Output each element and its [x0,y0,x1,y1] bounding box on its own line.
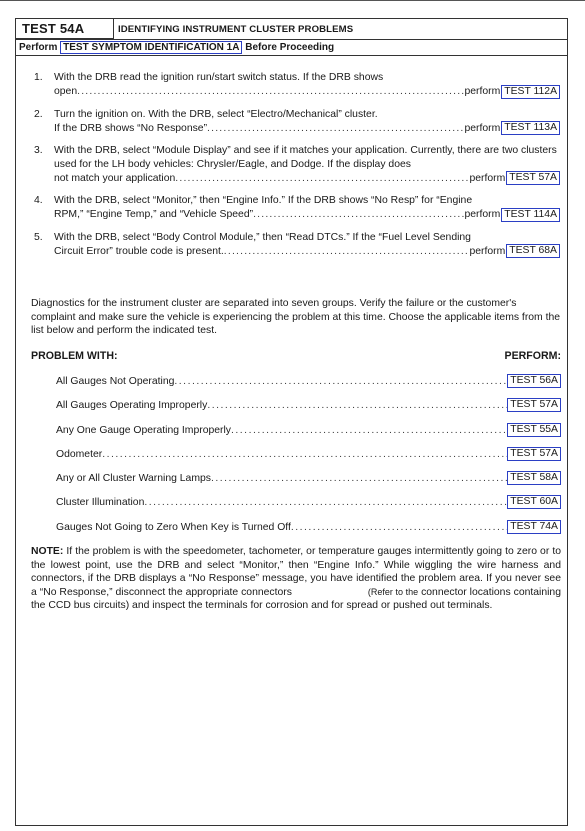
leader-dots [291,521,507,534]
test-page-frame [15,18,568,826]
problem-row [31,399,561,412]
step-number: 1. [34,72,43,83]
leader-dots [77,85,464,99]
problem-row [31,448,561,461]
leader-dots [102,448,507,461]
perform-prefix: Perform [19,42,58,53]
intro-paragraph: Diagnostics for the instrument cluster are separated into seven groups. Verify the failure or the customer's complaint and make sure the vehicle is experiencing the problem at this time. Choose the applicable items from the list below and perform the indicated test. [31,298,561,336]
perform-label: perform [469,245,506,257]
problem-table-header [31,350,561,362]
step-action-row [54,85,560,99]
problem-column-label: PROBLEM WITH: [31,350,118,362]
test-link[interactable]: TEST 56A [507,374,561,388]
problem-table [31,350,561,545]
note-text-continued: connector locations containing the CCD bus circuits) and inspect the terminals for corrosion and for spread or pushed out terminals. [31,586,561,611]
step-number: 4. [34,195,43,206]
step-action-row [54,208,560,222]
leader-dots [224,245,470,259]
test-link[interactable]: TEST 112A [501,85,560,99]
leader-dots [175,172,469,186]
test-header [16,19,567,56]
step-tail: RPM,” “Engine Temp,” and “Vehicle Speed” [54,209,254,220]
problem-row [31,375,561,388]
problem-row [31,472,561,485]
step-item [34,108,560,136]
step-item [34,144,560,185]
test-title: IDENTIFYING INSTRUMENT CLUSTER PROBLEMS [118,24,354,35]
perform-label: perform [464,122,501,134]
step-action-row [54,121,560,135]
note-label: NOTE: [31,546,64,557]
perform-label: perform [464,209,501,220]
step-tail: not match your application [54,172,176,184]
perform-column-label: PERFORM: [504,350,561,362]
test-link[interactable]: TEST 57A [507,447,561,461]
leader-dots [207,122,464,136]
test-id: TEST 54A [16,19,114,39]
problem-row [31,496,561,509]
top-rule [0,0,585,1]
perform-suffix: Before Proceeding [245,42,335,53]
step-tail: If the DRB shows “No Response” [54,122,208,134]
step-item [34,231,560,259]
note-text: If the problem is with the speedometer, tachometer, or temperature gauges intermittently going to zero or to the lowest point, use the DRB and select “Monitor,” then “Engine Info.” While wiggling the wire harness and connectors, if the DRB displays a “No Response” message, you have identified the problem area. If you never see a “No Response,” disconnect the appropriate connectors [31,546,561,598]
test-link[interactable]: TEST 113A [501,121,560,135]
perform-prerequisite [16,39,567,56]
problem-label: Any or All Cluster Warning Lamps [56,473,211,485]
leader-dots [253,208,464,222]
step-tail: open [54,86,78,97]
problem-row [31,424,561,437]
step-text: Turn the ignition on. With the DRB, select “Electro/Mechanical” cluster. [54,108,378,120]
problem-label: Gauges Not Going to Zero When Key is Turned Off [56,521,291,533]
leader-dots [211,472,507,485]
leader-dots [174,375,507,388]
leader-dots [231,424,507,437]
symptom-identification-link[interactable]: TEST SYMPTOM IDENTIFICATION 1A [60,41,242,54]
test-link[interactable]: TEST 57A [506,171,560,185]
step-text: With the DRB read the ignition run/start switch status. If the DRB shows [54,72,384,83]
leader-dots [144,496,507,509]
test-link[interactable]: TEST 60A [507,495,561,509]
note-paragraph [31,545,561,613]
step-action-row [54,171,560,185]
note-refer-text: (Refer to the [367,586,419,597]
step-list [34,71,560,267]
test-link[interactable]: TEST 114A [501,208,560,222]
step-action-row [54,244,560,258]
step-number: 2. [34,108,43,120]
problem-label: Odometer [56,448,103,460]
problem-label: All Gauges Operating Improperly [56,400,208,412]
problem-label: Any One Gauge Operating Improperly [56,424,232,436]
test-link[interactable]: TEST 68A [506,244,560,258]
step-text: With the DRB, select “Module Display” and see if it matches your application. Currently, there are two clusters used for the LH body vehicles: Chrysler/Eagle, and Dodge. If the display does [54,145,557,170]
test-link[interactable]: TEST 58A [507,471,561,485]
leader-dots [207,399,507,412]
perform-label: perform [469,172,506,184]
test-link[interactable]: TEST 74A [507,520,561,534]
step-text: With the DRB, select “Monitor,” then “Engine Info.” If the DRB shows “No Resp” for “Engine [54,195,473,206]
problem-label: All Gauges Not Operating [56,376,175,387]
step-tail: Circuit Error” trouble code is present. [54,245,224,257]
problem-label: Cluster Illumination [56,497,145,509]
step-text: With the DRB, select “Body Control Module,” then “Read DTCs.” If the “Fuel Level Sending [54,231,471,243]
step-number: 3. [34,145,43,156]
step-number: 5. [34,231,43,243]
test-link[interactable]: TEST 57A [507,398,561,412]
problem-row [31,521,561,534]
test-link[interactable]: TEST 55A [507,423,561,437]
step-item [34,71,560,99]
step-item [34,194,560,222]
perform-label: perform [464,86,501,97]
